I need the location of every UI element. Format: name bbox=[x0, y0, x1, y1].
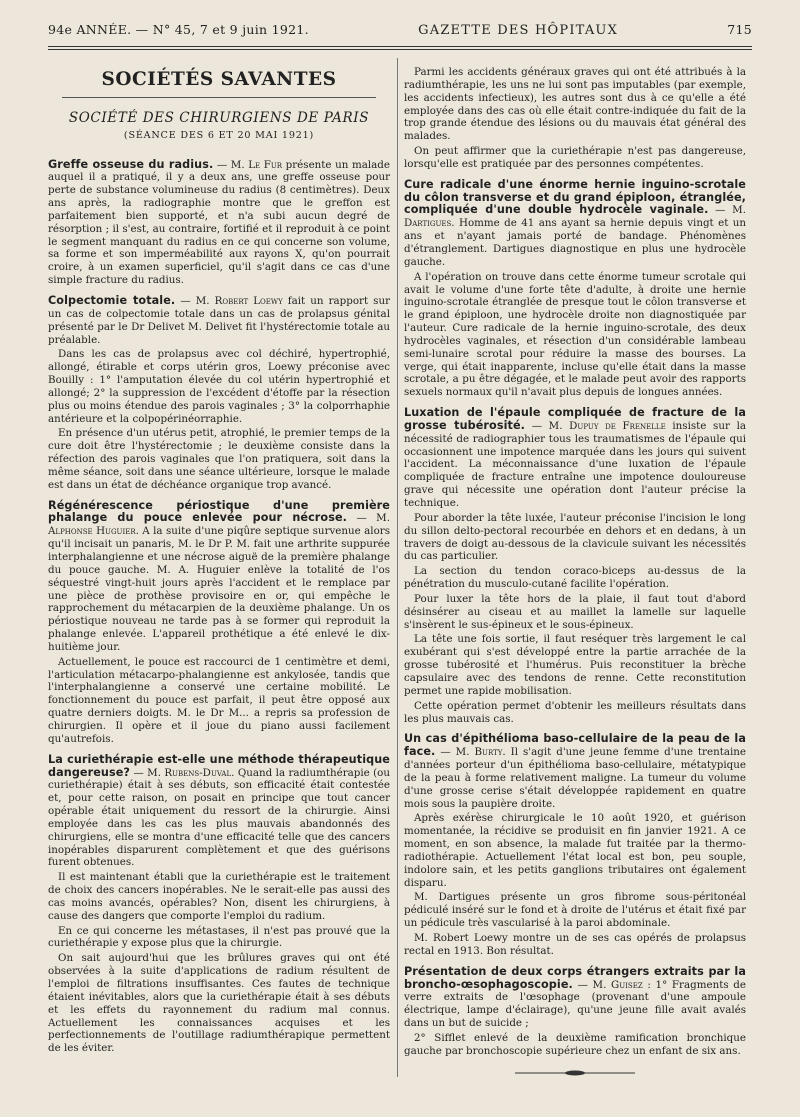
article-paragraph: On peut affirmer que la curiethérapie n'est pas dangereuse, lorsqu'elle est pratiquée par des personnes compétentes. bbox=[404, 145, 746, 170]
article-text: Il s'agit d'une jeune femme d'une trentaine d'années porteur d'un épithélioma baso-cellulaire, métatypique de la peau à forme relativement maligne. La tumeur du volume d'une grosse cerise s'était développée rapidement en quatre mois sous la paupière droite. bbox=[404, 746, 747, 810]
ornament-rule-icon bbox=[515, 1069, 635, 1077]
article-heading: Luxation de l'épaule compliquée de fracture de la grosse tubérosité. bbox=[404, 406, 746, 432]
article-text: présente un malade auquel il a pratiqué, il y a deux ans, une greffe osseuse pour perte de substance volumineuse du radius (8 centimètres). Deux ans après, la radiographie montre que le greffon est parfaitement bien supporté, et n'a subi aucun degré de résorption ; il s'est, au contraire, fortifié et il reproduit à ce point le segment manquant du radius en ce qui concerne son volume, sa forme et son imperméabilité aux rayons X, qu'on pourrait croire, à un examen superficiel, qu'il s'agit dans ce cas d'une simple fracture du radius. bbox=[48, 158, 390, 287]
article-luxation bbox=[404, 407, 746, 510]
article-heading: Cure radicale d'une énorme hernie inguino-scrotale du côlon transverse et du grand épiploon, étranglée, compliquée d'une double hydrocèle vaginale. bbox=[404, 177, 746, 217]
article-text: insiste sur la nécessité de radiographier tous les traumatismes de l'épaule qui occasionnent une impotence marquée dans les jours qui suivent l'accident. La méconnaissance d'une luxation de l'épaule compliquée de fracture entraîne une impotence douloureuse grave qui nécessite une opération dont l'auteur précise la technique. bbox=[404, 419, 747, 509]
article-paragraph: En ce qui concerne les métastases, il n'est pas prouvé que la curiethérapie y expose plus que la chirurgie. bbox=[48, 924, 390, 950]
end-ornament bbox=[404, 1068, 746, 1081]
article-author: — M. Burty. bbox=[440, 746, 506, 759]
article-paragraph: On sait aujourd'hui que les brûlures graves qui ont été observées à la suite d'applications de radium résultent de l'emploi de filtrations insuffisantes. Ces fautes de technique étaient inévitables, alors que la curiethérapie était à ses débuts et les effets du rayonnement du radium mal connus. Actuellement les connaissances acquises et les perfectionnements de l'outillage radiumthérapique permettent de les éviter. bbox=[48, 952, 390, 1055]
article-colpectomie bbox=[48, 295, 390, 346]
article-paragraph: 2° Sifflet enlevé de la deuxième ramification bronchique gauche par bronchoscopie supérieure chez un enfant de six ans. bbox=[404, 1031, 746, 1057]
society-title: SOCIÉTÉ DES CHIRURGIENS DE PARIS bbox=[68, 109, 370, 126]
header-rule bbox=[48, 46, 752, 47]
article-text: : 1° Fragments de verre extraits de l'œsophage (provenant d'une ampoule électrique, lampe d'éclairage), qu'une jeune fille avait avalés dans un but de suicide ; bbox=[404, 978, 746, 1030]
article-heading: Colpectomie totale. bbox=[48, 293, 176, 307]
article-heading: Un cas d'épithélioma baso-cellulaire de la peau de la face. bbox=[404, 732, 746, 759]
article-heading: La curiethérapie est-elle une méthode thérapeutique dangereuse? bbox=[48, 752, 390, 779]
article-hernie bbox=[404, 179, 746, 269]
article-paragraph: Pour aborder la tête luxée, l'auteur préconise l'incision le long du sillon delto-pectoral recourbée en dehors et en dedans, à un travers de doigt au-dessous de la clavicule suivant les nécessités du cas particulier. bbox=[404, 511, 746, 563]
article-corps-etrangers bbox=[404, 966, 746, 1030]
page-header bbox=[48, 22, 752, 44]
left-column bbox=[48, 62, 390, 1057]
article-heading: Régénérescence périostique d'une première phalange du pouce enlevée pour nécrose. bbox=[48, 498, 390, 525]
article-paragraph: Dans les cas de prolapsus avec col déchiré, hypertrophié, allongé, étirable et corps utérin gros, Loewy préconise avec Bouilly : 1° l'amputation élevée du col utérin hypertrophié et allongé; 2° la suppression de l'excédent d'étoffe par la résection plus ou moins étendue des parois vaginales ; 3° la colporrhaphie antérieure et la colpopérinéorraphie. bbox=[48, 348, 390, 425]
article-author: — M. Le Fur bbox=[216, 158, 283, 171]
article-heading: Présentation de deux corps étrangers extraits par la broncho-œsophagoscopie. bbox=[404, 964, 746, 991]
article-author: — M. Rubens-Duval. bbox=[133, 766, 235, 779]
article-paragraph: M. Dartigues présente un gros fibrome sous-péritonéal pédiculé inséré sur le fond et à droite de l'utérus et était fixé par un pédicule très vascularisé à la paroi abdominale. bbox=[404, 891, 746, 930]
article-paragraph: Il est maintenant établi que la curiethérapie est le traitement de choix des cancers inopérables. Ne le serait-elle pas aussi des cas moins avancés, opérables? Non, disent les chirurgiens, à cause des dangers que comporte l'emploi du radium. bbox=[48, 871, 390, 922]
article-text: Quand la radiumthérapie (ou curiethérapie) était à ses débuts, son efficacité était contestée et, pour cette raison, on posait en principe que tout cancer opérable était uniquement du ressort de la chirurgie. Ainsi employée dans les cas les plus mauvais abandonnés des chirurgiens, elle se montra d'une efficacité telle que des cancers inopérables disparurent complètement et que des guérisons furent obtenues. bbox=[48, 766, 390, 869]
issue-info: 94e ANNÉE. — N° 45, 7 et 9 juin 1921. bbox=[48, 22, 309, 37]
article-author: — M. Robert Loewy bbox=[180, 294, 283, 307]
article-text: Homme de 41 ans ayant sa hernie depuis vingt et un ans et n'ayant jamais porté de bandage. Phénomènes d'étranglement. Dartigues diagnostique en plus une hydrocèle gauche. bbox=[404, 217, 746, 268]
journal-title: GAZETTE DES HÔPITAUX bbox=[418, 23, 619, 38]
article-paragraph: Cette opération permet d'obtenir les meilleurs résultats dans les plus mauvais cas. bbox=[404, 699, 746, 725]
section-title: SOCIÉTÉS SAVANTES bbox=[101, 69, 337, 90]
article-heading: Greffe osseuse du radius. bbox=[48, 157, 214, 171]
article-author: — M. Guisez bbox=[577, 978, 643, 991]
article-paragraph: Après exérèse chirurgicale le 10 août 1920, et guérison momentanée, la récidive se produisit en fin janvier 1921. A ce moment, en son absence, la malade fut traitée par la thermo-radiothérapie. Actuellement l'état local est bon, peu souple, indolore sain, et les petits ganglions tributaires ont également disparu. bbox=[404, 812, 746, 889]
article-paragraph: Parmi les accidents généraux graves qui ont été attribués à la radiumthérapie, les uns ne lui sont pas imputables (par exemple, les accidents infectieux), les autres sont dus à ce qu'elle a été employée dans des cas où elle était contre-indiquée du fait de la trop grande étendue des lésions ou du mauvais état général des malades. bbox=[404, 66, 746, 143]
article-curietherapie bbox=[48, 754, 390, 870]
article-regeneration bbox=[48, 500, 390, 654]
article-paragraph: La section du tendon coraco-biceps au-dessus de la pénétration du musculo-cutané facilite l'opération. bbox=[404, 565, 746, 591]
article-paragraph: La tête une fois sortie, il faut reséquer très largement le cal exubérant qui s'est développé entre la partie arrachée de la grosse tubérosité et l'humérus. Puis reconstituer la brèche capsulaire avec des tendons de renne. Cette reconstitution permet une rapide mobilisation. bbox=[404, 633, 746, 697]
article-text: fait un rapport sur un cas de colpectomie totale dans un cas de prolapsus génital présenté par le Dr Delivet M. Delivet fit l'hystérectomie totale au préalable. bbox=[48, 294, 390, 346]
article-text: A la suite d'une piqûre septique survenue alors qu'il incisait un panaris, M. le Dr P. M. fait une arthrite suppurée interphalangienne et une nécrose aiguë de la première phalange du pouce gauche. M. A. Huguier enlève la totalité de l'os séquestré vingt-huit jours après l'accident et le remplace par une pièce de prothèse provisoire en or, qui empêche le rapprochement du métacarpien de la deuxième phalange. Un os périostique nouveau ne tarde pas à se former qui reproduit la phalange enlevée. L'appareil prothétique a été enlevé le dix-huitième jour. bbox=[48, 525, 391, 653]
header-rule-double bbox=[48, 49, 752, 50]
article-greffe bbox=[48, 159, 390, 287]
article-paragraph: M. Robert Loewy montre un de ses cas opérés de prolapsus rectal en 1913. Bon résultat. bbox=[404, 932, 746, 957]
column-divider bbox=[397, 58, 398, 1077]
right-column bbox=[404, 66, 746, 1080]
article-paragraph: Pour luxer la tête hors de la plaie, il faut tout d'abord désinsérer au ciseau et au maillet la lamelle sur laquelle s'insèrent le sus-épineux et le sous-épineux. bbox=[404, 592, 746, 631]
article-author: — M. Dupuy de Frenelle bbox=[531, 419, 666, 432]
section-rule bbox=[62, 97, 376, 98]
article-epithelioma bbox=[404, 733, 746, 810]
session-dates: (SÉANCE DES 6 ET 20 MAI 1921) bbox=[123, 129, 315, 141]
article-paragraph: A l'opération on trouve dans cette énorme tumeur scrotale qui avait le volume d'une forte tête d'adulte, à droite une hernie inguino-scrotale étranglée de presque tout le côlon transverse et le grand épiploon, une hydrocèle droite non diagnostiquée par l'auteur. Cure radicale de la hernie inguino-scrotale, des deux hydrocèles vaginales, et résection d'un considérable lambeau semi-lunaire scrotal pour réduire la masse des bourses. La verge, qui était inapparente, incluse qu'elle était dans la masse scrotale, a pu être dégagée, et le malade peut avoir des rapports sexuels normaux qu'il n'avait plus depuis de longues années. bbox=[404, 270, 746, 399]
article-paragraph: Actuellement, le pouce est raccourci de 1 centimètre et demi, l'articulation métacarpo-phalangienne est ankylosée, tandis que l'interphalangienne a conservé une certaine mobilité. Le fonctionnement du pouce est parfait, il peut être opposé aux quatre derniers doigts. M. le Dr M... a repris sa profession de chirurgien. Il opère et il joue du piano aussi facilement qu'autrefois. bbox=[48, 655, 390, 745]
article-author: — M. Dartigues. bbox=[404, 204, 746, 230]
article-paragraph: En présence d'un utérus petit, atrophié, le premier temps de la cure doit être l'hystérectomie ; le deuxième consiste dans la réfection des parois vaginales que l'on pratiquera, soit dans la même séance, soit dans une séance ultérieure, lorsque le malade est dans un état de déchéance organique trop avancé. bbox=[48, 427, 390, 491]
page-number: 715 bbox=[727, 22, 752, 37]
article-author: — M. Alphonse Huguier. bbox=[48, 512, 390, 538]
